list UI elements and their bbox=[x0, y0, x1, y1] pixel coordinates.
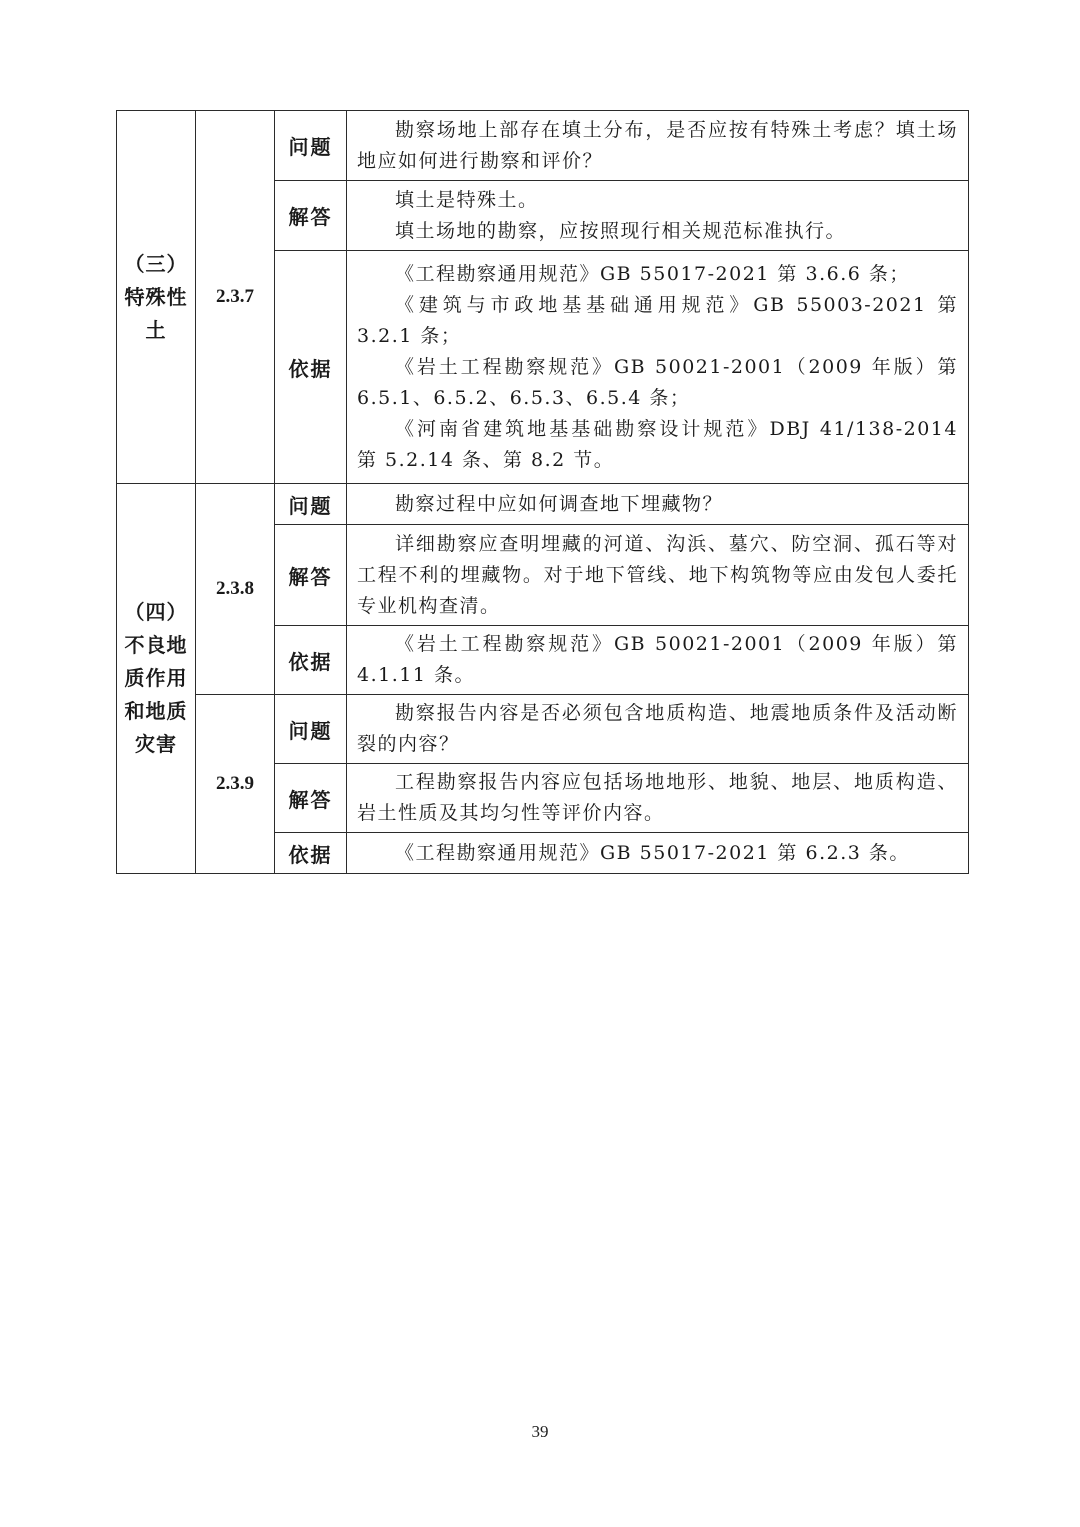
category-line: （三） bbox=[124, 251, 188, 276]
item-number: 2.3.9 bbox=[196, 695, 275, 874]
category-line: 不良地 bbox=[124, 633, 188, 657]
answer-text: 工程勘察报告内容应包括场地地形、地貌、地层、地质构造、岩土性质及其均匀性等评价内容。 bbox=[357, 771, 958, 824]
category-line: 和地质 bbox=[124, 699, 188, 723]
category-cell bbox=[117, 111, 196, 484]
basis-label: 依据 bbox=[275, 626, 347, 695]
basis-text: 《河南省建筑地基基础勘察设计规范》DBJ 41/138-2014 第 5.2.14 条、第 8.2 节。 bbox=[357, 417, 958, 471]
category-cell bbox=[117, 484, 196, 874]
question-cell bbox=[347, 695, 969, 764]
basis-text: 《工程勘察通用规范》GB 55017-2021 第 6.2.3 条。 bbox=[395, 841, 910, 864]
basis-label: 依据 bbox=[275, 833, 347, 874]
answer-text: 填土场地的勘察，应按照现行相关规范标准执行。 bbox=[395, 219, 847, 242]
basis-cell bbox=[347, 251, 969, 484]
page-number: 39 bbox=[531, 1422, 549, 1441]
answer-text: 详细勘察应查明埋藏的河道、沟浜、墓穴、防空洞、孤石等对工程不利的埋藏物。对于地下管线、地下构筑物等应由发包人委托专业机构查清。 bbox=[357, 532, 958, 617]
question-cell bbox=[347, 484, 969, 525]
answer-text: 填土是特殊土。 bbox=[395, 188, 539, 211]
category-line: 灾害 bbox=[135, 732, 177, 756]
basis-label: 依据 bbox=[275, 251, 347, 484]
category-line: 质作用 bbox=[124, 666, 188, 690]
item-number: 2.3.7 bbox=[196, 111, 275, 484]
basis-cell bbox=[347, 833, 969, 874]
answer-label: 解答 bbox=[275, 181, 347, 251]
table-row bbox=[117, 484, 969, 525]
table-row bbox=[117, 111, 969, 181]
answer-label: 解答 bbox=[275, 525, 347, 626]
basis-cell bbox=[347, 626, 969, 695]
answer-cell bbox=[347, 525, 969, 626]
basis-text: 《工程勘察通用规范》GB 55017-2021 第 3.6.6 条； bbox=[395, 262, 910, 285]
category-line: 特殊性 bbox=[124, 284, 188, 309]
category-line: 土 bbox=[145, 317, 167, 342]
question-label: 问题 bbox=[275, 695, 347, 764]
question-text: 勘察报告内容是否必须包含地质构造、地震地质条件及活动断裂的内容？ bbox=[357, 702, 958, 755]
answer-cell bbox=[347, 764, 969, 833]
basis-text: 《岩土工程勘察规范》GB 50021-2001（2009 年版）第 6.5.1、6.5.2、6.5.3、6.5.4 条； bbox=[357, 355, 958, 409]
question-label: 问题 bbox=[275, 111, 347, 181]
question-text: 勘察场地上部存在填土分布，是否应按有特殊土考虑？填土场地应如何进行勘察和评价？ bbox=[357, 118, 958, 172]
basis-text: 《建筑与市政地基基础通用规范》GB 55003-2021 第 3.2.1 条； bbox=[357, 293, 958, 347]
question-label: 问题 bbox=[275, 484, 347, 525]
basis-text: 《岩土工程勘察规范》GB 50021-2001（2009 年版）第 4.1.11 条。 bbox=[357, 633, 958, 686]
qa-table bbox=[116, 110, 969, 874]
question-text: 勘察过程中应如何调查地下埋藏物？ bbox=[395, 492, 724, 515]
category-line: （四） bbox=[124, 600, 188, 624]
answer-label: 解答 bbox=[275, 764, 347, 833]
answer-cell bbox=[347, 181, 969, 251]
item-number: 2.3.8 bbox=[196, 484, 275, 695]
question-cell bbox=[347, 111, 969, 181]
table-row bbox=[117, 695, 969, 764]
